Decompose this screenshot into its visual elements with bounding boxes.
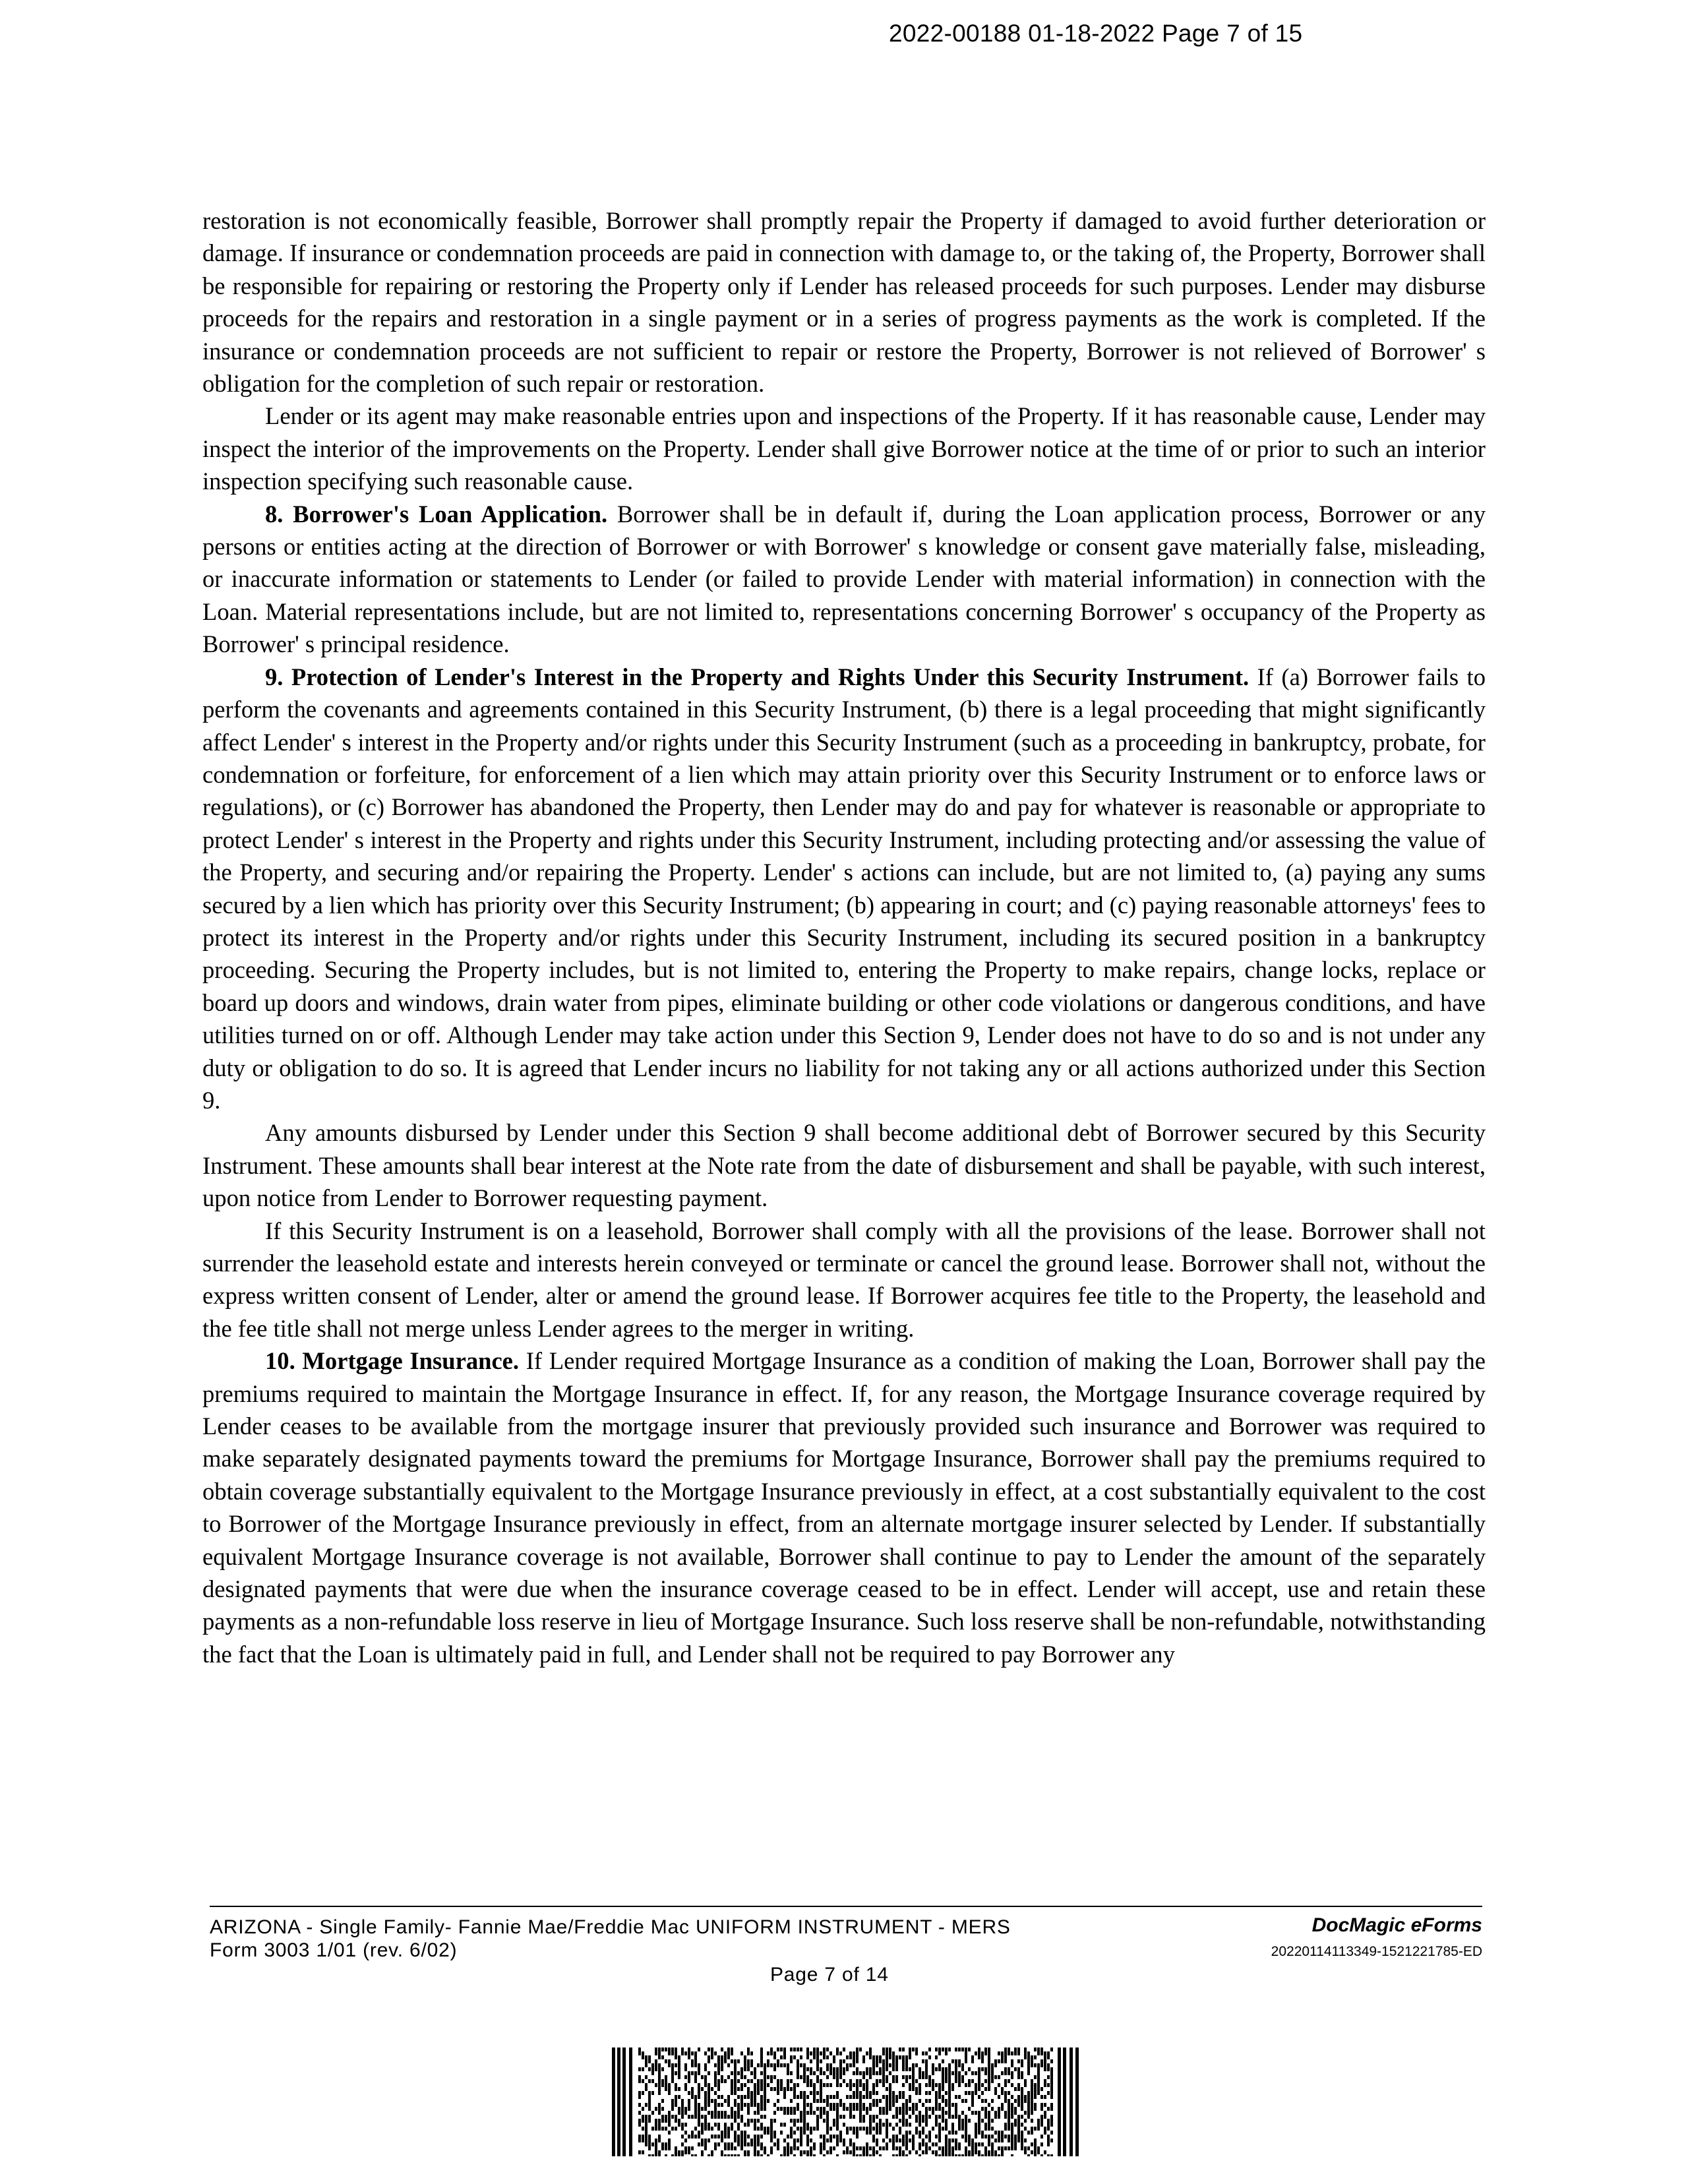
- section-8: [202, 498, 1486, 661]
- paragraph-leasehold: If this Security Instrument is on a leasehold, Borrower shall comply with all the provisions of the lease. Borrower shall not surrender the leasehold estate and interests herein conveyed or terminate or cancel the ground lease. Borrower shall not, without the express written consent of Lender, alter or amend the ground lease. If Borrower acquires fee title to the Property, the leasehold and the fee title shall not merge unless Lender agrees to the merger in writing.: [202, 1217, 1486, 1342]
- section-9-heading: 9. Protection of Lender's Interest in the Property and Rights Under this Security Instrument.: [265, 663, 1250, 690]
- docmagic-logo: DocMagic eForms: [1311, 1914, 1482, 1936]
- section-9: [202, 661, 1486, 1117]
- footer-form-number: Form 3003 1/01 (rev. 6/02): [210, 1939, 458, 1961]
- section-10-heading: 10. Mortgage Insurance.: [265, 1347, 520, 1375]
- paragraph-restoration: restoration is not economically feasible, Borrower shall promptly repair the Property if damaged to avoid further deterioration or damage. If insurance or condemnation proceeds are paid in connection with damage to, or the taking of, the Property, Borrower shall be responsible for repairing or restoring the Property only if Lender has released proceeds for such purposes. Lender may disburse proceeds for the repairs and restoration in a single payment or in a series of progress payments as the work is completed. If the insurance or condemnation proceeds are not sufficient to repair or restore the Property, Borrower is not relieved of Borrower' s obligation for the completion of such repair or restoration.: [202, 207, 1486, 398]
- section-8-text: Borrower shall be in default if, during the Loan application process, Borrower or any persons or entities acting at the direction of Borrower or with Borrower' s knowledge or consent gave materially false, misleading, or inaccurate information or statements to Lender (or failed to provide Lender with material information) in connection with the Loan. Material representations include, but are not limited to, representations concerning Borrower' s occupancy of the Property as Borrower' s principal residence.: [202, 500, 1486, 658]
- footer-form-info: [210, 1916, 1011, 1962]
- section-8-heading: 8. Borrower's Loan Application.: [265, 500, 608, 528]
- footer-divider: [210, 1906, 1482, 1907]
- footer-page-number: Page 7 of 14: [770, 1964, 889, 1986]
- recording-stamp: 2022-00188 01-18-2022 Page 7 of 15: [889, 20, 1303, 47]
- section-9-text: If (a) Borrower fails to perform the covenants and agreements contained in this Security Instrument, (b) there is a legal proceeding that might significantly affect Lender' s interest in the Property and/or rights under this Security Instrument (such as a proceeding in bankruptcy, probate, for condemnation or forfeiture, for enforcement of a lien which may attain priority over this Security Instrument or to enforce laws or regulations), or (c) Borrower has abandoned the Property, then Lender may do and pay for whatever is reasonable or appropriate to protect Lender' s interest in the Property and rights under this Security Instrument, including protecting and/or assessing the value of the Property, and securing and/or repairing the Property. Lender' s actions can include, but are not limited to, (a) paying any sums secured by a lien which has priority over this Security Instrument; (b) appearing in court; and (c) paying reasonable attorneys' fees to protect its interest in the Property and/or rights under this Security Instrument, including its secured position in a bankruptcy proceeding. Securing the Property includes, but is not limited to, entering the Property to make repairs, change locks, replace or board up doors and windows, drain water from pipes, eliminate building or other code violations or dangerous conditions, and have utilities turned on or off. Although Lender may take action under this Section 9, Lender does not have to do so and is not under any duty or obligation to do so. It is agreed that Lender incurs no liability for not taking any or all actions authorized under this Section 9.: [202, 663, 1486, 1114]
- section-10-text: If Lender required Mortgage Insurance as a condition of making the Loan, Borrower shall pay the premiums required to maintain the Mortgage Insurance in effect. If, for any reason, the Mortgage Insurance coverage required by Lender ceases to be available from the mortgage insurer that previously provided such insurance and Borrower was required to make separately designated payments toward the premiums for Mortgage Insurance, Borrower shall pay the premiums required to obtain coverage substantially equivalent to the Mortgage Insurance previously in effect, at a cost substantially equivalent to the cost to Borrower of the Mortgage Insurance previously in effect, from an alternate mortgage insurer selected by Lender. If substantially equivalent Mortgage Insurance coverage is not available, Borrower shall continue to pay to Lender the amount of the separately designated payments that were due when the insurance coverage ceased to be in effect. Lender will accept, use and retain these payments as a non-refundable loss reserve in lieu of Mortgage Insurance. Such loss reserve shall be non-refundable, notwithstanding the fact that the Loan is ultimately paid in full, and Lender shall not be required to pay Borrower any: [202, 1347, 1486, 1668]
- section-10: [202, 1345, 1486, 1670]
- paragraph-inspection: Lender or its agent may make reasonable entries upon and inspections of the Property. If it has reasonable cause, Lender may inspect the interior of the improvements on the Property. Lender shall give Borrower notice at the time of or prior to such an interior inspection specifying such reasonable cause.: [202, 402, 1486, 495]
- document-body: [202, 204, 1486, 1670]
- document-id: 20220114113349-1521221785-ED: [1271, 1944, 1482, 1959]
- barcode-icon: [612, 2048, 1080, 2156]
- footer-form-title: ARIZONA - Single Family- Fannie Mae/Freddie Mac UNIFORM INSTRUMENT - MERS: [210, 1916, 1011, 1938]
- paragraph-amounts-disbursed: Any amounts disbursed by Lender under this Section 9 shall become additional debt of Borrower secured by this Security Instrument. These amounts shall bear interest at the Note rate from the date of disbursement and shall be payable, with such interest, upon notice from Lender to Borrower requesting payment.: [202, 1119, 1486, 1212]
